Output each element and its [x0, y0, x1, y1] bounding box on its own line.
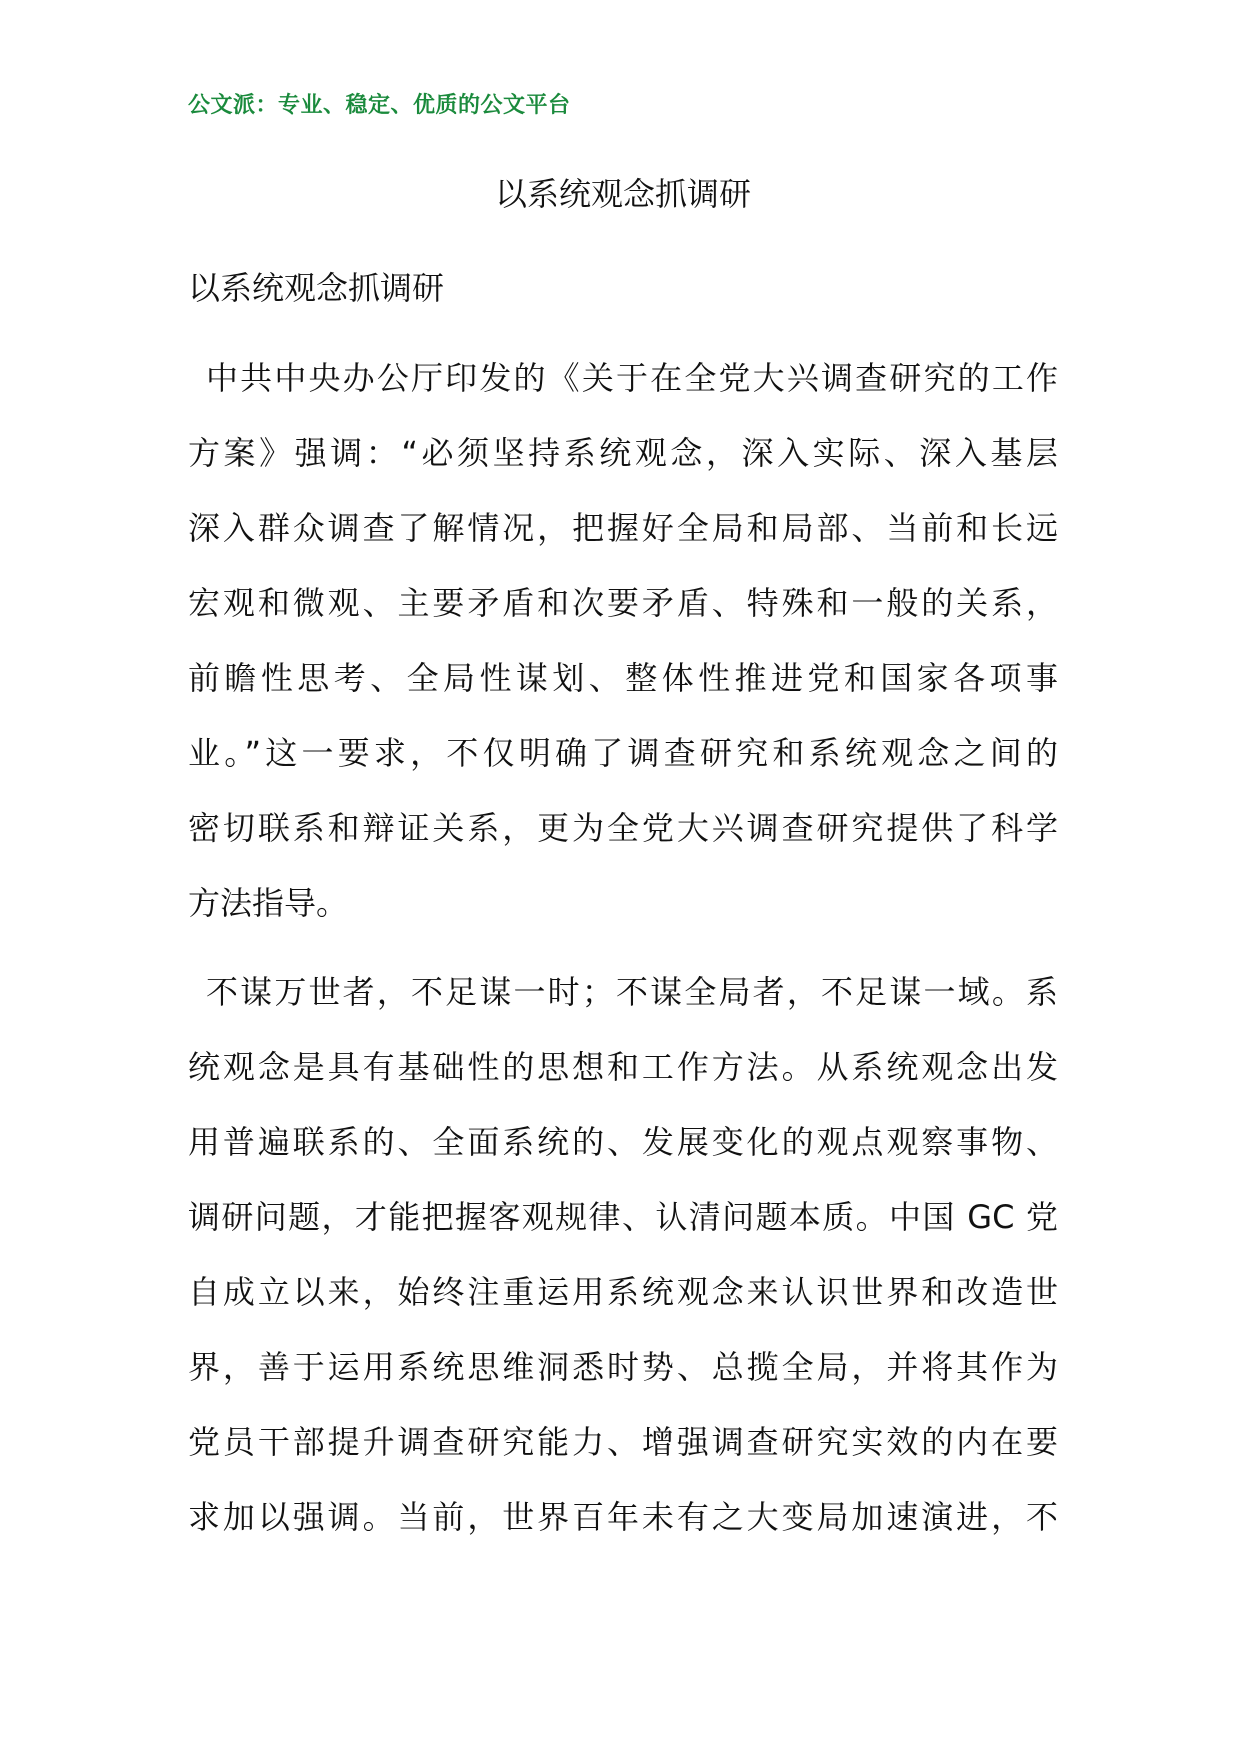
paragraph-line: 自成立以来，始终注重运用系统观念来认识世界和改造世	[188, 1273, 1058, 1311]
paragraph-line: 调研问题，才能把握客观规律、认清问题本质。中国 GC 党	[188, 1198, 1058, 1236]
paragraph-1	[188, 356, 1058, 956]
paragraph-line: 党员干部提升调查研究能力、增强调查研究实效的内在要	[188, 1423, 1058, 1461]
document-subtitle: 以系统观念抓调研	[188, 269, 445, 307]
paragraph-line: 业。”这一要求，不仅明确了调查研究和系统观念之间的	[188, 734, 1058, 772]
paragraph-line: 深入群众调查了解情况，把握好全局和局部、当前和长远	[188, 509, 1058, 547]
paragraph-2	[188, 970, 1058, 1570]
paragraph-line: 用普遍联系的、全面系统的、发展变化的观点观察事物、	[188, 1123, 1058, 1161]
paragraph-line: 不谋万世者，不足谋一时；不谋全局者，不足谋一域。系	[206, 973, 1058, 1011]
document-title: 以系统观念抓调研	[494, 175, 751, 213]
paragraph-line: 前瞻性思考、全局性谋划、整体性推进党和国家各项事	[188, 659, 1058, 697]
paragraph-line: 宏观和微观、主要矛盾和次要矛盾、特殊和一般的关系，	[188, 584, 1058, 622]
paragraph-line: 统观念是具有基础性的思想和工作方法。从系统观念出发	[188, 1048, 1058, 1086]
paragraph-line: 密切联系和辩证关系，更为全党大兴调查研究提供了科学	[188, 809, 1058, 847]
platform-tagline: 公文派：专业、稳定、优质的公文平台	[188, 92, 571, 118]
paragraph-line: 方案》强调：“必须坚持系统观念，深入实际、深入基层	[188, 434, 1058, 472]
paragraph-line: 方法指导。	[188, 884, 349, 922]
paragraph-line: 求加以强调。当前，世界百年未有之大变局加速演进，不	[188, 1498, 1058, 1536]
paragraph-line: 界，善于运用系统思维洞悉时势、总揽全局，并将其作为	[188, 1348, 1058, 1386]
paragraph-line: 中共中央办公厅印发的《关于在全党大兴调查研究的工作	[206, 359, 1058, 397]
